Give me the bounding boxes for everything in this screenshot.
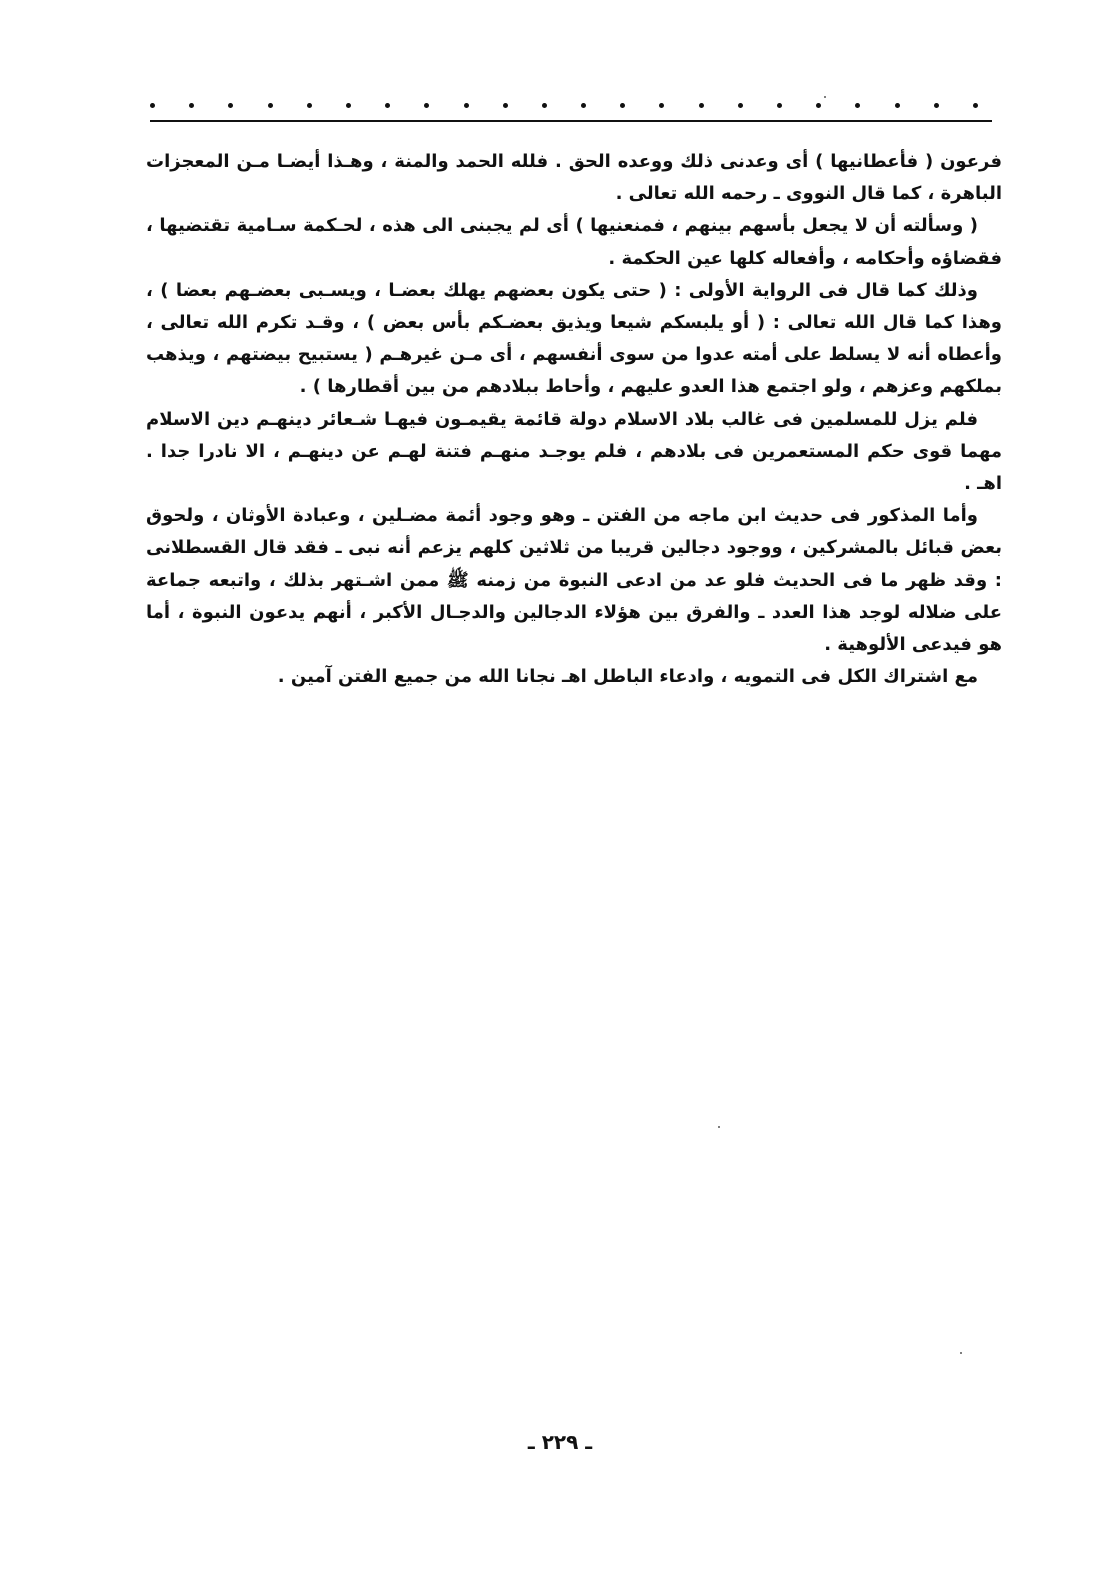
page-body [146,146,1002,693]
header-dot [855,103,860,108]
header-dot [816,103,821,108]
scan-speck [718,1126,720,1128]
header-dot [268,103,273,108]
header-dot [228,103,233,108]
header-dot [503,103,508,108]
header-dot [659,103,664,108]
header-dot [464,103,469,108]
header-dot [581,103,586,108]
page-number: ـ ٢٢٩ ـ [527,1430,593,1454]
scan-speck [824,96,826,98]
header-dot [385,103,390,108]
header-dot-leader [150,98,978,112]
header-dot [777,103,782,108]
header-dot [346,103,351,108]
paragraph: وأما المذكور فى حديث ابن ماجه من الفتن ـ وهو وجود أئمة مضـلين ، وعبادة الأوثان ، ولحوق بعض قبائل بالمشركين ، ووجود دجالين قريبا من ثلاثين كلهم يزعم أنه نبى ـ فقد قال القسطلانى : وقد ظهر ما فى الحديث فلو عد من ادعى النبوة من زمنه ﷺ ممن اشـتهر بذلك ، واتبعه جماعة على ضلاله لوجد هذا العدد ـ والفرق بين هؤلاء الدجالين والدجـال الأكبر ، أنهم يدعون النبوة ، أما هو فيدعى الألوهية . [146,505,1002,656]
paragraph: فلم يزل للمسلمين فى غالب بلاد الاسلام دولة قائمة يقيمـون فيهـا شـعائر دينهـم دين الاسلام مهما قوى حكم المستعمرين فى بلادهم ، فلم يوجـد منهـم فتنة لهـم عن دينهـم ، الا نادرا جدا . اهـ . [146,408,1002,495]
header-dot [189,103,194,108]
header-dot [738,103,743,108]
header-dot [424,103,429,108]
header-dot [620,103,625,108]
paragraph: مع اشتراك الكل فى التمويه ، وادعاء الباطل اهـ نجانا الله من جميع الفتن آمين . [277,666,978,688]
paragraph: وذلك كما قال فى الرواية الأولى : ( حتى يكون بعضهم يهلك بعضـا ، ويسـبى بعضـهم بعضا ) ، وهذا كما قال الله تعالى : ( أو يلبسكم شيعا ويذيق بعضـكم بأس بعض ) ، وقـد تكرم الله تعالى ، وأعطاه أنه لا يسلط على أمته عدوا من سوى أنفسهم ، أى مـن غيرهـم ( يستبيح بيضتهم ، ويذهب بملكهم وعزهم ، ولو اجتمع هذا العدو عليهم ، وأحاط ببلادهم من بين أقطارها ) . [146,279,1002,398]
header-dot [150,103,155,108]
header-dot [973,103,978,108]
header-dot [542,103,547,108]
scan-speck [960,1352,962,1354]
header-dot [895,103,900,108]
header-dot [934,103,939,108]
header-dot [307,103,312,108]
paragraph: ( وسألته أن لا يجعل بأسهم بينهم ، فمنعنيها ) أى لم يجبنى الى هذه ، لحـكمة سـامية تقتضيها ، فقضاؤه وأحكامه ، وأفعاله كلها عين الحكمة . [146,215,1002,269]
header-rule [150,120,992,122]
header-dot [699,103,704,108]
paragraph: فرعون ( فأعطانيها ) أى وعدنى ذلك ووعده الحق . فلله الحمد والمنة ، وهـذا أيضـا مـن المعجزات الباهرة ، كما قال النووى ـ رحمه الله تعالى . [146,151,1002,205]
